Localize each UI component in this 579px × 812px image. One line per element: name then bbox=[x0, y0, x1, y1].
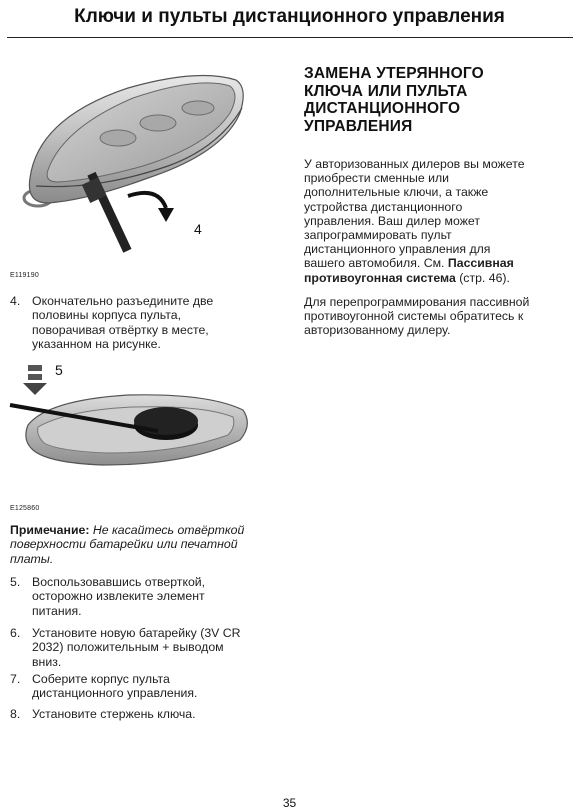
figure-callout-5: 5 bbox=[55, 362, 63, 378]
section-heading bbox=[304, 65, 564, 135]
step-line: дистанционного управления. bbox=[32, 686, 198, 701]
para-line: противоугонной системы обратитесь к bbox=[304, 309, 524, 324]
para-line: Для перепрограммирования пассивной bbox=[304, 295, 530, 309]
heading-line: УПРАВЛЕНИЯ bbox=[304, 117, 413, 135]
step-line: указанном на рисунке. bbox=[32, 336, 161, 351]
para-line: авторизованному дилеру. bbox=[304, 323, 451, 338]
cross-reference-link[interactable]: Пассивная bbox=[447, 256, 514, 271]
para-line: дополнительные ключи, а также bbox=[304, 185, 489, 200]
para-line: вашего автомобиля. См. bbox=[304, 256, 448, 271]
figure-callout-4: 4 bbox=[194, 221, 202, 237]
figure-code: E119190 bbox=[10, 272, 39, 279]
step-6 bbox=[10, 626, 280, 670]
step-number: 6. bbox=[10, 626, 21, 640]
para-line: управления. Ваш дилер может bbox=[304, 213, 480, 228]
heading-line: ДИСТАНЦИОННОГО bbox=[304, 100, 461, 117]
para-line: У авторизованных дилеров вы можете bbox=[304, 157, 525, 171]
step-line: Установите стержень ключа. bbox=[32, 707, 196, 721]
step-line: поворачивая отвёртку в месте, bbox=[32, 322, 209, 337]
step-4 bbox=[10, 294, 270, 354]
page-reference: (стр. 46). bbox=[455, 270, 510, 285]
step-number: 4. bbox=[10, 294, 21, 308]
page-title: Ключи и пульты дистанционного управления bbox=[74, 6, 505, 27]
step-line: Воспользовавшись отверткой, bbox=[32, 575, 206, 589]
step-line: 2032) положительным + выводом bbox=[32, 640, 224, 655]
para-line: устройства дистанционного bbox=[304, 199, 463, 214]
step-number: 5. bbox=[10, 575, 21, 589]
step-line: Соберите корпус пульта bbox=[32, 672, 170, 686]
note-line: Не касайтесь отвёрткой bbox=[92, 523, 245, 537]
step-line: Установите новую батарейку (3V CR bbox=[32, 626, 241, 640]
header-divider bbox=[7, 37, 573, 38]
step-7 bbox=[10, 672, 270, 702]
opened-fob-illustration bbox=[8, 355, 253, 485]
para-line: дистанционного управления для bbox=[304, 242, 491, 257]
cross-reference-link[interactable]: противоугонная система bbox=[304, 270, 456, 285]
para-line: запрограммировать пульт bbox=[304, 228, 452, 243]
step-line: осторожно извлеките элемент bbox=[32, 589, 205, 604]
figure-key-fob-separation bbox=[8, 58, 253, 258]
step-8 bbox=[10, 707, 270, 723]
figure-battery-removal bbox=[8, 355, 253, 485]
figure-code: E125860 bbox=[10, 505, 40, 512]
note-label: Примечание: bbox=[10, 523, 90, 537]
paragraph-dealer-info bbox=[304, 157, 574, 285]
heading-line: КЛЮЧА ИЛИ ПУЛЬТА bbox=[304, 82, 468, 100]
para-line: приобрести сменные или bbox=[304, 171, 450, 186]
page-number: 35 bbox=[282, 796, 297, 810]
step-line: Окончательно разъедините две bbox=[32, 294, 214, 308]
step-5 bbox=[10, 575, 270, 619]
step-line: питания. bbox=[32, 603, 82, 618]
page-header bbox=[0, 0, 579, 38]
step-line: половины корпуса пульта, bbox=[32, 308, 182, 323]
paragraph-reprogramming bbox=[304, 295, 574, 338]
step-line: вниз. bbox=[32, 654, 62, 669]
heading-line: ЗАМЕНА УТЕРЯННОГО bbox=[304, 65, 484, 82]
note-line: поверхности батарейки или печатной bbox=[10, 537, 238, 552]
step-number: 8. bbox=[10, 707, 21, 721]
key-fob-illustration bbox=[8, 58, 253, 258]
note-line: платы. bbox=[10, 551, 54, 566]
note bbox=[10, 523, 280, 566]
step-number: 7. bbox=[10, 672, 21, 686]
